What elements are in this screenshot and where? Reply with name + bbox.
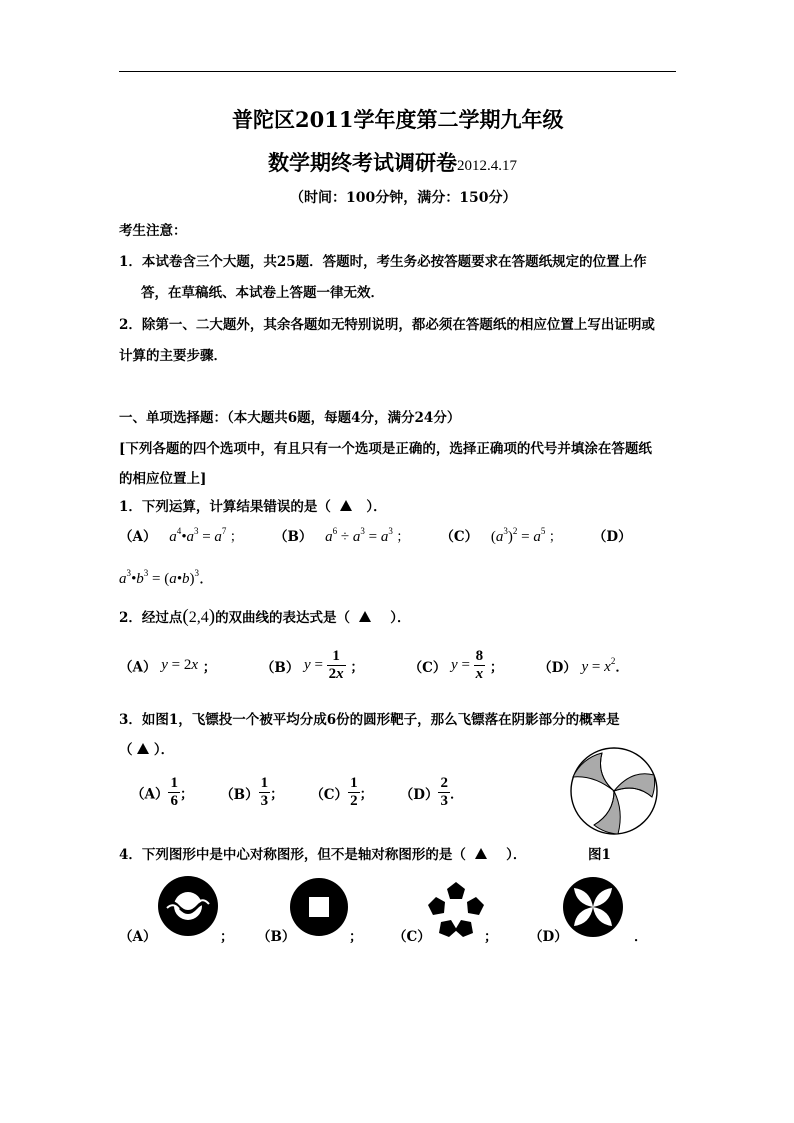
q2-label-c: （C） bbox=[408, 659, 447, 676]
q2-label-b: （B） bbox=[260, 659, 300, 676]
q2-option-a: y = 2x bbox=[161, 657, 198, 673]
blank-triangle-icon bbox=[340, 500, 352, 511]
notice-item1-line1: 1．本试卷含三个大题，共25题．答题时，考生务必按答题要求在答题纸规定的位置上作 bbox=[119, 254, 647, 270]
q4-stem bbox=[119, 843, 526, 863]
q2-option-b: $\frac{1}{2x}$ bbox=[328, 648, 344, 682]
exam-title-line2: 数学期终考试调研卷 bbox=[268, 150, 457, 175]
q1-label-b: （B） bbox=[274, 529, 313, 545]
q4-sep-b: ； bbox=[349, 929, 363, 945]
exam-title-line2-wrap bbox=[268, 147, 517, 177]
q1-stem-end: ）． bbox=[366, 499, 387, 515]
blank-triangle-icon bbox=[359, 611, 371, 622]
q3-stem-line2 bbox=[119, 738, 174, 758]
q2-option-c: $\frac{8}{x}$ bbox=[475, 648, 484, 682]
exam-title-line1: 普陀区2011学年度第二学期九年级 bbox=[232, 107, 564, 132]
q1-option-a: $a^4•a^3 = a^7$ bbox=[169, 526, 227, 545]
q2-label-a: （A） bbox=[119, 659, 157, 676]
q1-option-d: $a^3•b^3$ = (a•b)$^3$． bbox=[119, 568, 216, 587]
blank-triangle-icon bbox=[475, 848, 487, 859]
q4-sep-c: ； bbox=[484, 929, 498, 945]
q4-label-d: （D） bbox=[529, 929, 568, 945]
header-rule bbox=[119, 71, 676, 72]
q4-stem-end: ）． bbox=[506, 847, 527, 863]
q3-stem-line2-end: ）． bbox=[153, 742, 175, 758]
q3-option-d: $\frac{2}{3}$ bbox=[440, 775, 448, 809]
q2-stem-post: 的双曲线的表达式是（ bbox=[215, 610, 351, 626]
q4-option-b-coin-figure bbox=[289, 877, 349, 937]
q2-options: （A） y = 2x ； （B） y = $\frac{1}{2x}$ ； （C） y = $\frac{8}{x}$ ； （D） $y = x^2$． bbox=[119, 648, 629, 682]
q2-point: 2,4 bbox=[188, 609, 209, 626]
section1-instruction-line1: [下列各题的四个选项中，有且只有一个选项是正确的，选择正确项的代号并填涂在答题纸 bbox=[119, 441, 652, 457]
q3-label-c: （C） bbox=[310, 786, 349, 803]
q4-stem-text: 4．下列图形中是中心对称图形，但不是轴对称图形的是（ bbox=[119, 847, 466, 863]
q2-label-d: （D） bbox=[538, 659, 577, 676]
figure1-dartboard bbox=[568, 745, 660, 837]
q1-options-row1: （A） $a^4•a^3 = a^7$ ； （B） $a^6 \div a^3 = a^3$ ； （C） $(a^3)^2 = a^5$ ； （D） bbox=[119, 526, 632, 545]
q1-label-d: （D） bbox=[592, 529, 632, 545]
q3-label-d: （D） bbox=[399, 786, 439, 803]
q2-stem: 2．经过点(2,4)的双曲线的表达式是（ ）． bbox=[119, 606, 411, 627]
q1-label-c: （C） bbox=[440, 529, 479, 545]
figure1-label: 图1 bbox=[588, 847, 611, 863]
q4-end-period: ． bbox=[634, 929, 648, 945]
q4-label-a: （A） bbox=[119, 929, 157, 945]
q3-option-c: $\frac{1}{2}$ bbox=[350, 775, 358, 809]
notice-item1-line2: 答，在草稿纸、本试卷上答题一律无效． bbox=[141, 285, 384, 301]
notice-item2-line2: 计算的主要步骤． bbox=[119, 348, 227, 364]
q1-label-a: （A） bbox=[119, 529, 157, 545]
q1-option-b: $a^6 \div a^3 = a^3$ bbox=[325, 526, 393, 545]
q3-options: （A） $\frac{1}{6}$ ； （B） $\frac{1}{3}$ ； （C） $\frac{1}{2}$ ； （D） $\frac{2}{3}$ ． bbox=[131, 775, 464, 809]
q1-stem-text: 1．下列运算，计算结果错误的是（ bbox=[119, 499, 331, 515]
q1-stem bbox=[119, 495, 387, 515]
q3-label-a: （A） bbox=[131, 786, 169, 803]
q2-option-d: $y = x^2$ bbox=[581, 655, 616, 675]
q1-option-c: $(a^3)^2 = a^5$ bbox=[490, 526, 546, 545]
q3-option-a: $\frac{1}{6}$ bbox=[170, 775, 178, 809]
q4-option-d-flower-figure bbox=[562, 876, 624, 938]
q4-sep-a: ； bbox=[220, 929, 234, 945]
section1-instruction-line2: 的相应位置上] bbox=[119, 471, 207, 487]
q4-label-c: （C） bbox=[393, 929, 431, 945]
exam-date: 2012.4.17 bbox=[457, 158, 517, 174]
q4-option-c-pentagons-figure bbox=[427, 880, 485, 938]
q4-option-a-yinyang-figure bbox=[157, 875, 219, 937]
q3-stem-line1: 3．如图1，飞镖投一个被平均分成6份的圆形靶子，那么飞镖落在阴影部分的概率是 bbox=[119, 712, 620, 728]
q2-stem-pre: 2．经过点 bbox=[119, 610, 183, 626]
q4-label-b: （B） bbox=[257, 929, 296, 945]
notice-heading: 考生注意： bbox=[119, 223, 187, 239]
exam-time-info: （时间：100分钟，满分：150分） bbox=[290, 190, 517, 206]
blank-triangle-icon bbox=[137, 743, 149, 754]
q2-stem-end: ）． bbox=[390, 610, 411, 626]
notice-item2-line1: 2．除第一、二大题外，其余各题如无特别说明，都必须在答题纸的相应位置上写出证明或 bbox=[119, 317, 655, 333]
q3-stem-line2-pre: （ bbox=[119, 742, 133, 758]
section1-heading: 一、单项选择题：（本大题共6题，每题4分，满分24分） bbox=[119, 410, 461, 426]
q3-label-b: （B） bbox=[220, 786, 259, 803]
q3-option-b: $\frac{1}{3}$ bbox=[260, 775, 269, 809]
